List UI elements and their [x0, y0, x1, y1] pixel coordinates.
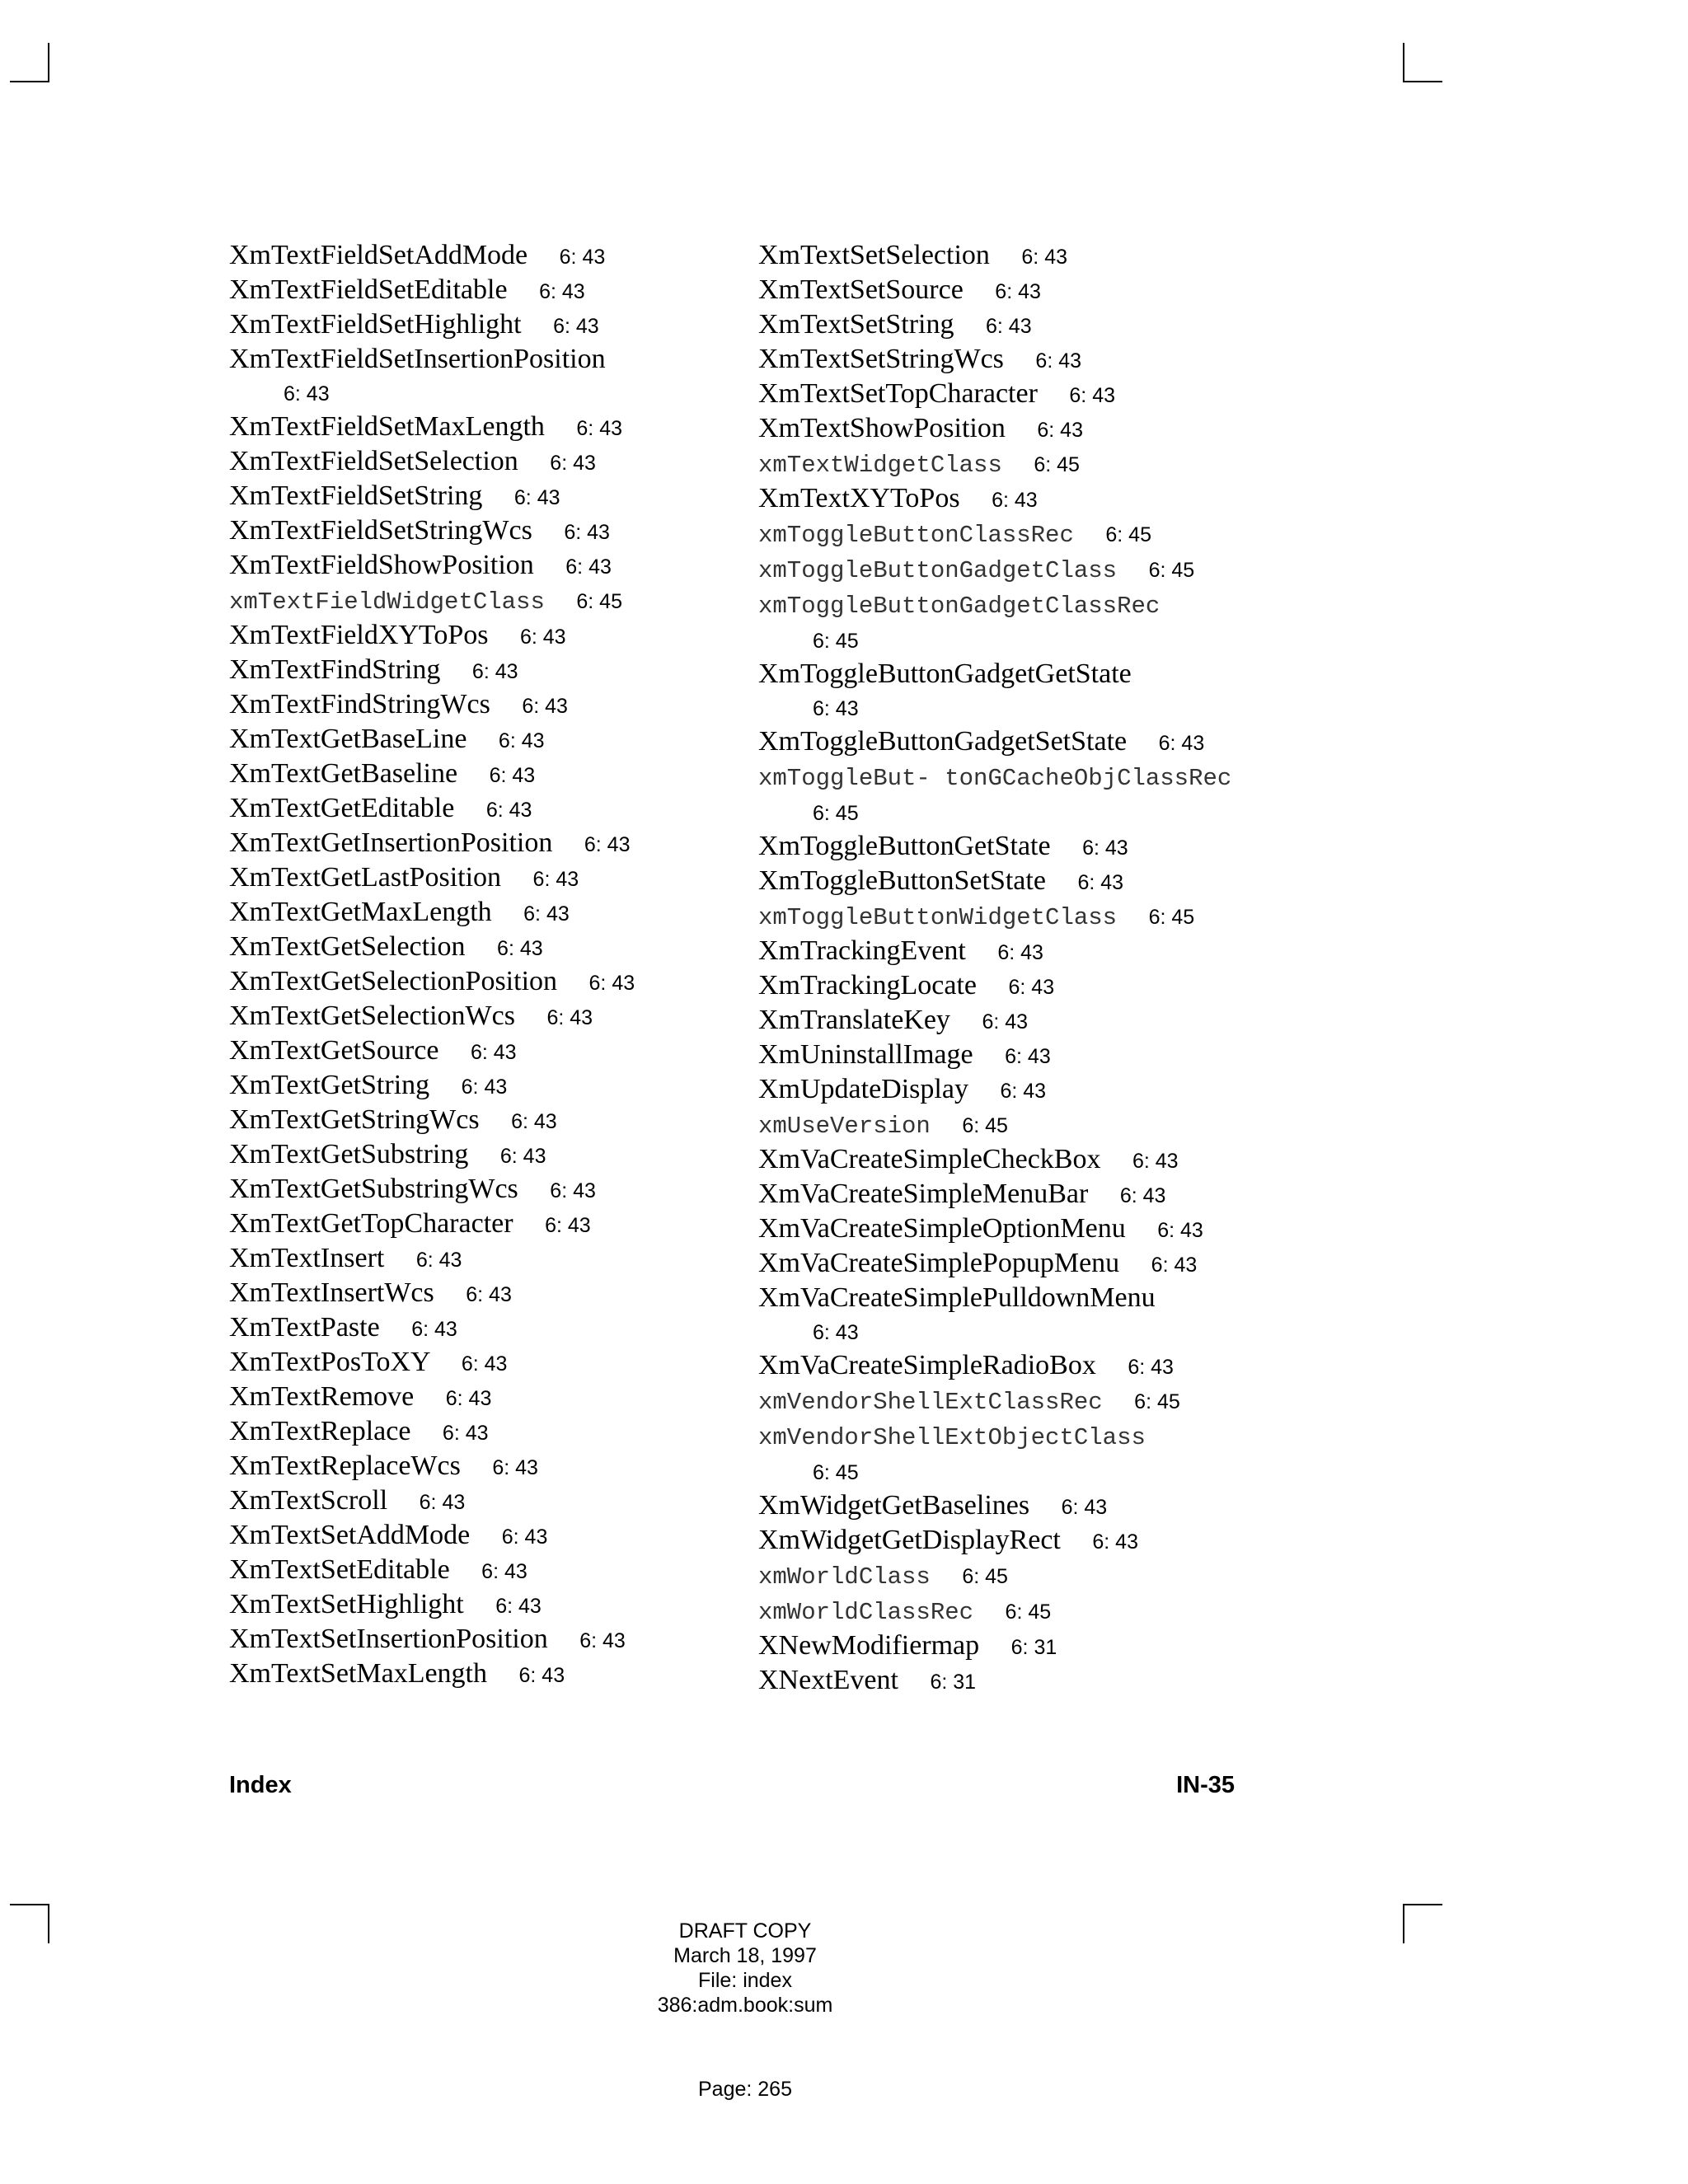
index-term: XmTextGetBaseline — [229, 758, 458, 789]
page-reference: 6: 43 — [485, 799, 532, 822]
index-entry — [758, 517, 1286, 552]
index-term: XmTextGetMaxLength — [229, 897, 492, 927]
page-reference: 6: 43 — [495, 1595, 542, 1618]
page-reference: 6: 43 — [1000, 1080, 1047, 1103]
index-term: xmToggleButtonWidgetClass — [758, 904, 1118, 931]
index-term: xmTextFieldWidgetClass — [229, 588, 545, 616]
index-term: XmTextInsert — [229, 1243, 385, 1273]
page-reference: 6: 43 — [997, 941, 1043, 964]
index-entry — [229, 757, 757, 792]
index-entry — [229, 1034, 757, 1069]
page-reference: 6: 43 — [564, 521, 610, 544]
page-reference: 6: 43 — [813, 697, 859, 720]
index-term: XmTextFieldSetStringWcs — [229, 515, 532, 546]
index-entry — [758, 588, 1286, 658]
index-column-right — [758, 239, 1286, 1699]
index-entry — [758, 1629, 1286, 1664]
index-term: XNewModifiermap — [758, 1630, 980, 1661]
page-reference: 6: 43 — [995, 280, 1041, 303]
index-term: XmTextGetBaseLine — [229, 724, 467, 754]
page-reference: 6: 43 — [553, 315, 599, 338]
index-entry — [229, 1138, 757, 1173]
page-reference: 6: 43 — [445, 1387, 492, 1410]
index-entry — [229, 861, 757, 896]
index-entry — [229, 965, 757, 1000]
index-term: XmTextSetHighlight — [229, 1589, 464, 1619]
page-reference: 6: 43 — [1128, 1356, 1174, 1379]
page-reference: 6: 45 — [1148, 906, 1195, 929]
page-reference: 6: 45 — [962, 1114, 1008, 1137]
index-term: XmTextPaste — [229, 1312, 380, 1343]
page-reference: 6: 45 — [962, 1565, 1008, 1588]
page-reference: 6: 43 — [539, 280, 585, 303]
index-entry — [229, 1069, 757, 1104]
index-term: xmVendorShellExtClassRec — [758, 1389, 1103, 1416]
index-term: XmTextFieldSetMaxLength — [229, 411, 545, 442]
index-entry — [758, 935, 1286, 969]
index-term: XmTrackingLocate — [758, 970, 978, 1001]
page-reference: 6: 43 — [1037, 419, 1083, 442]
crop-mark-top-right-horizontal — [1403, 81, 1442, 82]
page-reference: 6: 43 — [992, 489, 1038, 512]
footer-page-id: IN-35 — [1176, 1772, 1235, 1798]
index-entry — [758, 899, 1286, 935]
index-term: XmTranslateKey — [758, 1005, 950, 1035]
page-reference: 6: 43 — [1008, 976, 1055, 999]
page-reference: 6: 45 — [813, 802, 859, 825]
page-reference: 6: 43 — [1157, 1219, 1203, 1242]
index-entry — [758, 865, 1286, 899]
crop-mark-bottom-right-vertical — [1403, 1904, 1404, 1943]
index-entry — [229, 1554, 757, 1588]
draft-page-number: Page: 265 — [698, 2078, 792, 2101]
index-term: XmTextXYToPos — [758, 483, 960, 513]
page-reference: 6: 43 — [498, 729, 545, 752]
page-reference: 6: 43 — [813, 1321, 859, 1344]
index-term: XmToggleButtonSetState — [758, 865, 1046, 896]
index-entry — [758, 1004, 1286, 1038]
page-reference: 6: 43 — [1119, 1184, 1166, 1207]
index-term: xmToggleButtonGadgetClassRec — [758, 593, 1160, 620]
page-reference: 6: 43 — [1092, 1530, 1138, 1554]
index-term: XmTextFindString — [229, 654, 441, 685]
page-reference: 6: 43 — [513, 486, 560, 509]
index-entry — [758, 1073, 1286, 1108]
index-term: XmTextFieldSetHighlight — [229, 309, 522, 340]
page-reference: 6: 43 — [579, 1629, 626, 1652]
page-reference: 6: 43 — [492, 1456, 538, 1479]
index-entry — [229, 239, 757, 274]
index-term: XmToggleButtonGadgetSetState — [758, 726, 1128, 757]
index-term: XmTextFindStringWcs — [229, 689, 490, 719]
page-reference: 6: 43 — [584, 833, 631, 856]
index-term: XmUninstallImage — [758, 1039, 973, 1070]
index-term: XmUpdateDisplay — [758, 1074, 968, 1104]
page-reference: 6: 43 — [419, 1491, 466, 1514]
page-reference: 6: 45 — [1105, 523, 1151, 546]
index-entry — [758, 1558, 1286, 1594]
index-entry — [758, 1349, 1286, 1384]
crop-mark-top-left-vertical — [48, 43, 49, 82]
index-term: XmTextGetEditable — [229, 793, 455, 823]
index-entry — [229, 583, 757, 619]
index-entry — [758, 830, 1286, 865]
index-entry — [758, 1212, 1286, 1247]
index-entry — [229, 1519, 757, 1554]
page-reference: 6: 43 — [1069, 384, 1116, 407]
index-term: XmVaCreateSimpleRadioBox — [758, 1350, 1096, 1380]
index-entry — [758, 482, 1286, 517]
page-reference: 6: 43 — [466, 1283, 512, 1306]
index-term: XmTextFieldXYToPos — [229, 620, 489, 650]
index-entry — [229, 654, 757, 688]
index-term: xmToggleButtonGadgetClass — [758, 557, 1118, 584]
crop-mark-bottom-left-vertical — [48, 1904, 49, 1943]
index-entry — [229, 1380, 757, 1415]
index-entry — [229, 1173, 757, 1207]
page-reference: 6: 43 — [550, 1179, 596, 1202]
page-reference: 6: 43 — [501, 1526, 548, 1549]
index-entry — [229, 1104, 757, 1138]
index-term: XmTextSetAddMode — [229, 1520, 471, 1550]
page-reference: 6: 31 — [1010, 1636, 1057, 1659]
index-term: XmTextSetEditable — [229, 1554, 450, 1585]
index-entry — [758, 1143, 1286, 1178]
index-term: XmTextFieldSetSelection — [229, 446, 518, 476]
index-term: XmTrackingEvent — [758, 935, 966, 966]
page-reference: 6: 43 — [499, 1145, 546, 1168]
index-term: XmTextSetMaxLength — [229, 1658, 488, 1689]
index-entry — [758, 1282, 1286, 1349]
index-term: XmVaCreateSimplePulldownMenu — [758, 1282, 1156, 1313]
page-reference: 6: 43 — [565, 555, 612, 579]
index-term: XmTextGetSource — [229, 1035, 439, 1066]
index-entry — [758, 1419, 1286, 1489]
page-reference: 6: 43 — [545, 1214, 591, 1237]
page-reference: 6: 43 — [519, 626, 566, 649]
crop-mark-bottom-right-horizontal — [1403, 1904, 1442, 1905]
draft-file: File: index — [698, 1969, 792, 1992]
draft-label: DRAFT COPY — [678, 1919, 812, 1943]
page-reference: 6: 43 — [415, 1249, 462, 1272]
crop-mark-top-left-horizontal — [10, 81, 49, 82]
page-reference: 6: 43 — [532, 868, 579, 891]
page-reference: 6: 43 — [559, 246, 606, 269]
page-reference: 6: 43 — [518, 1664, 565, 1687]
index-entry — [758, 725, 1286, 760]
page-reference: 6: 45 — [813, 630, 859, 653]
index-entry — [758, 1178, 1286, 1212]
index-entry — [758, 377, 1286, 412]
page-reference: 6: 43 — [1061, 1496, 1108, 1519]
index-entry — [229, 343, 757, 410]
index-term: XmTextPosToXY — [229, 1347, 430, 1377]
index-entry — [229, 1657, 757, 1692]
page-reference: 6: 43 — [523, 902, 570, 926]
index-entry — [758, 1664, 1286, 1699]
page-reference: 6: 43 — [497, 937, 543, 960]
page-reference: 6: 43 — [1035, 349, 1082, 373]
index-entry — [758, 1247, 1286, 1282]
index-entry — [229, 480, 757, 514]
page-reference: 6: 43 — [511, 1110, 557, 1133]
draft-stamp — [597, 1919, 893, 2018]
page-reference: 6: 45 — [1148, 559, 1195, 582]
index-entry — [758, 552, 1286, 588]
index-term: XmTextSetStringWcs — [758, 344, 1004, 374]
index-entry — [758, 274, 1286, 308]
index-entry — [229, 1484, 757, 1519]
page-reference: 6: 45 — [576, 590, 622, 613]
index-term: XmTextSetSource — [758, 274, 964, 305]
crop-mark-top-right-vertical — [1403, 43, 1404, 82]
index-entry — [229, 308, 757, 343]
index-entry — [229, 792, 757, 827]
index-term: XmVaCreateSimpleOptionMenu — [758, 1213, 1126, 1244]
index-term: XmTextSetTopCharacter — [758, 378, 1038, 409]
index-entry — [229, 619, 757, 654]
index-term: XmTextReplace — [229, 1416, 411, 1446]
page-reference: 6: 43 — [442, 1422, 489, 1445]
footer-section-title: Index — [229, 1772, 292, 1798]
index-entry — [758, 969, 1286, 1004]
page-reference: 6: 43 — [550, 452, 596, 475]
index-entry — [229, 688, 757, 723]
page-reference: 6: 43 — [461, 1352, 508, 1376]
index-term: XmTextReplaceWcs — [229, 1451, 461, 1481]
page-reference: 6: 43 — [986, 315, 1032, 338]
index-entry — [758, 658, 1286, 725]
index-entry — [229, 549, 757, 583]
index-term: XmWidgetGetBaselines — [758, 1490, 1030, 1521]
index-term: xmToggleBut- tonGCacheObjClassRec — [758, 765, 1232, 792]
index-term: XmTextInsertWcs — [229, 1277, 434, 1308]
index-entry — [758, 447, 1286, 482]
page-reference: 6: 43 — [982, 1010, 1029, 1033]
index-term: XmTextGetStringWcs — [229, 1104, 480, 1135]
index-entry — [758, 1594, 1286, 1629]
index-term: XmTextSetSelection — [758, 240, 990, 270]
index-entry — [758, 1384, 1286, 1419]
index-entry — [229, 1311, 757, 1346]
index-term: xmWorldClass — [758, 1563, 931, 1591]
page-reference: 6: 43 — [489, 764, 536, 787]
index-term: XmTextFieldShowPosition — [229, 550, 534, 580]
page-reference: 6: 45 — [1034, 453, 1080, 476]
index-term: XmVaCreateSimpleMenuBar — [758, 1179, 1089, 1209]
index-term: xmWorldClassRec — [758, 1599, 974, 1626]
index-term: XmTextGetSubstringWcs — [229, 1174, 518, 1204]
index-term: XmTextScroll — [229, 1485, 388, 1516]
page-reference: 6: 43 — [1005, 1045, 1051, 1068]
index-term: XmWidgetGetDisplayRect — [758, 1525, 1061, 1555]
index-term: XmTextShowPosition — [758, 413, 1006, 443]
index-entry — [229, 445, 757, 480]
index-entry — [758, 239, 1286, 274]
page-reference: 6: 43 — [481, 1560, 528, 1583]
index-entry — [229, 1207, 757, 1242]
index-term: XmTextGetSelection — [229, 931, 466, 962]
index-term: XmTextFieldSetEditable — [229, 274, 508, 305]
page-reference: 6: 43 — [284, 382, 330, 405]
page-reference: 6: 45 — [1005, 1601, 1052, 1624]
index-entry — [758, 1038, 1286, 1073]
index-term: XmTextFieldSetInsertionPosition — [229, 344, 606, 374]
index-term: XmTextGetSelectionWcs — [229, 1001, 515, 1031]
index-entry — [229, 896, 757, 930]
page-reference: 6: 43 — [1158, 732, 1205, 755]
page-reference: 6: 43 — [1132, 1150, 1179, 1173]
index-entry — [758, 1489, 1286, 1524]
index-entry — [229, 930, 757, 965]
index-entry — [229, 274, 757, 308]
index-term: XmTextRemove — [229, 1381, 415, 1412]
index-entry — [758, 343, 1286, 377]
index-term: XmVaCreateSimpleCheckBox — [758, 1144, 1101, 1174]
draft-date: March 18, 1997 — [673, 1944, 817, 1967]
index-column-left — [229, 239, 757, 1692]
index-entry — [229, 1242, 757, 1277]
index-entry — [229, 827, 757, 861]
index-term: XmTextGetLastPosition — [229, 862, 502, 893]
index-entry — [229, 1623, 757, 1657]
index-term: XmToggleButtonGadgetGetState — [758, 658, 1132, 689]
index-entry — [229, 1415, 757, 1450]
index-term: XmTextSetString — [758, 309, 954, 340]
page-reference: 6: 43 — [576, 417, 623, 440]
page-reference: 6: 43 — [1077, 871, 1124, 894]
index-term: xmVendorShellExtObjectClass — [758, 1424, 1146, 1451]
index-entry — [758, 760, 1286, 830]
index-entry — [229, 723, 757, 757]
page-reference: 6: 43 — [1151, 1254, 1198, 1277]
page-reference: 6: 43 — [588, 972, 635, 995]
index-entry — [229, 514, 757, 549]
index-term: XmTextGetString — [229, 1070, 430, 1100]
page-reference: 6: 45 — [1134, 1390, 1180, 1413]
index-entry — [229, 410, 757, 445]
page-reference: 6: 43 — [471, 660, 518, 683]
page-reference: 6: 43 — [1082, 837, 1128, 860]
page-reference: 6: 43 — [411, 1318, 457, 1341]
index-entry — [758, 308, 1286, 343]
index-entry — [229, 1450, 757, 1484]
index-term: XmTextFieldSetString — [229, 480, 483, 511]
index-term: xmToggleButtonClassRec — [758, 522, 1074, 549]
index-term: XmTextGetInsertionPosition — [229, 827, 553, 858]
page-reference: 6: 43 — [522, 695, 568, 718]
index-term: XmTextSetInsertionPosition — [229, 1624, 548, 1654]
index-term: xmTextWidgetClass — [758, 452, 1002, 479]
index-term: XmTextGetTopCharacter — [229, 1208, 513, 1239]
index-term: XmTextFieldSetAddMode — [229, 240, 528, 270]
page-reference: 6: 45 — [813, 1461, 859, 1484]
crop-mark-bottom-left-horizontal — [10, 1904, 49, 1905]
index-entry — [758, 1108, 1286, 1143]
index-term: XNextEvent — [758, 1665, 898, 1695]
page-reference: 6: 31 — [930, 1671, 977, 1694]
index-entry — [229, 1346, 757, 1380]
index-term: xmUseVersion — [758, 1113, 931, 1140]
index-term: XmTextGetSubstring — [229, 1139, 469, 1169]
draft-book: 386:adm.book:sum — [657, 1994, 833, 2017]
index-term: XmTextGetSelectionPosition — [229, 966, 558, 996]
index-entry — [229, 1277, 757, 1311]
index-term: XmToggleButtonGetState — [758, 831, 1051, 861]
index-entry — [758, 1524, 1286, 1558]
page-reference: 6: 43 — [546, 1006, 593, 1029]
index-entry — [229, 1588, 757, 1623]
page-reference: 6: 43 — [1021, 246, 1068, 269]
index-entry — [758, 412, 1286, 447]
page-reference: 6: 43 — [461, 1076, 508, 1099]
index-entry — [229, 1000, 757, 1034]
index-term: XmVaCreateSimplePopupMenu — [758, 1248, 1120, 1278]
page-reference: 6: 43 — [470, 1041, 517, 1064]
